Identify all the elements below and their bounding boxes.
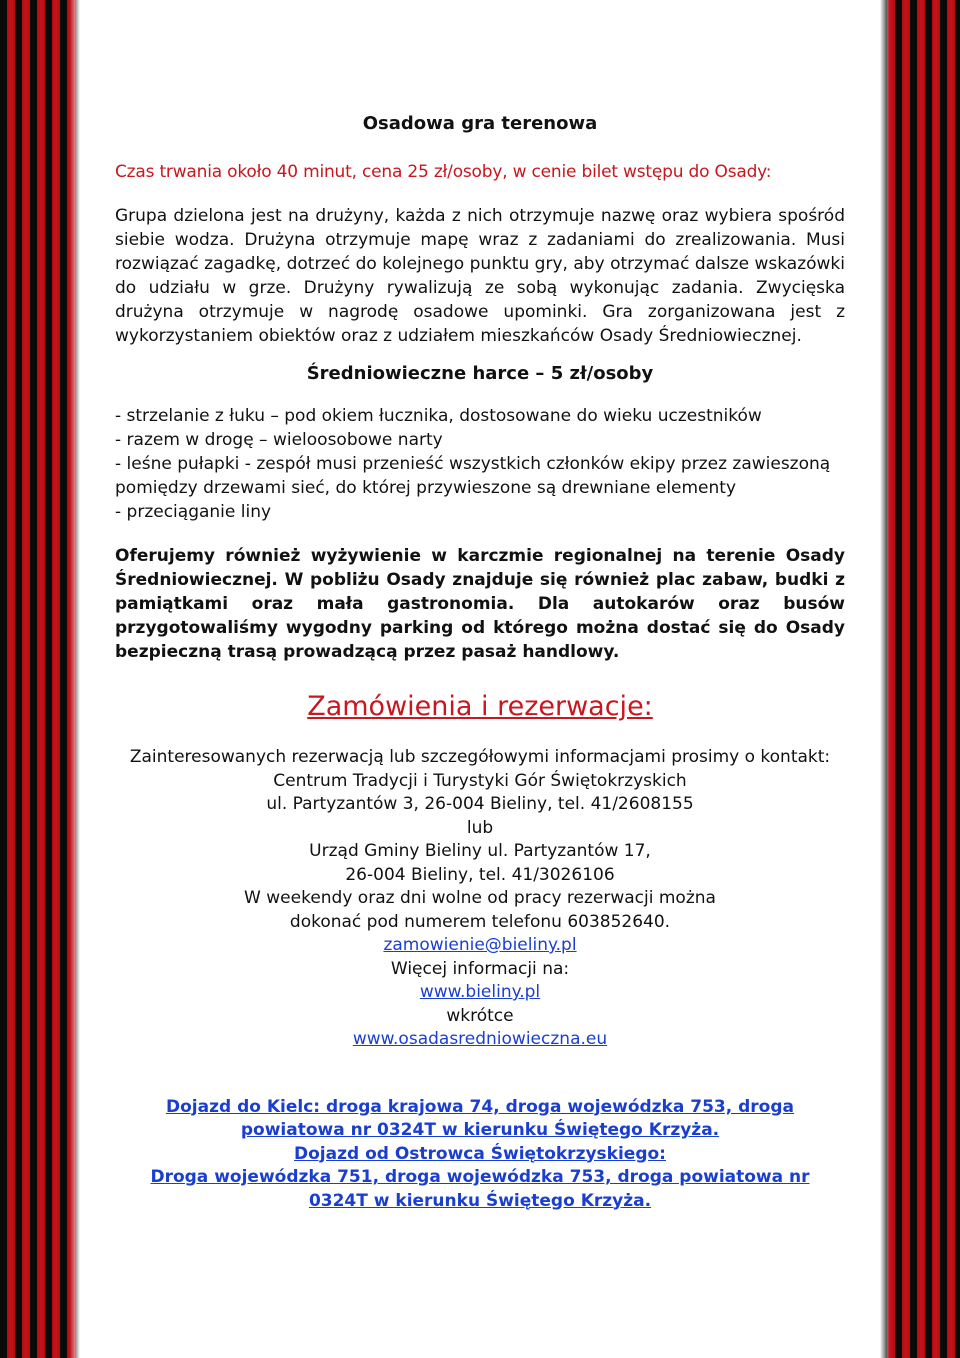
directions-ostrowiec-line1[interactable]: Droga wojewódzka 751, droga wojewódzka 753, droga powiatowa nr bbox=[150, 1167, 810, 1187]
org2-address: 26-004 Bieliny, tel. 41/3026106 bbox=[345, 864, 615, 885]
offer-paragraph: Oferujemy również wyżywienie w karczmie regionalnej na terenie Osady Średniowiecznej. W pobliżu Osady znajduje się również plac zabaw, budki z pamiątkami oraz mała gastronomia. Dla autokarów oraz busów przygotowaliśmy wygodny parking od którego można dostać się do Osady bezpieczną trasą prowadzącą przez pasaż handlowy. bbox=[115, 546, 845, 662]
harce-item: - przeciąganie liny bbox=[115, 502, 272, 522]
harce-item: - razem w drogę – wieloosobowe narty bbox=[115, 430, 443, 450]
contact-intro: Zainteresowanych rezerwacją lub szczegółowymi informacjami prosimy o kontakt: bbox=[129, 747, 831, 767]
duration-price-line: Czas trwania około 40 minut, cena 25 zł/osoby, w cenie bilet wstępu do Osady: bbox=[115, 162, 772, 182]
org2-name: Urząd Gminy Bieliny ul. Partyzantów 17, bbox=[309, 841, 651, 861]
email-link[interactable]: zamowienie@bieliny.pl bbox=[383, 935, 577, 955]
harce-item: - strzelanie z łuku – pod okiem łucznika, dostosowane do wieku uczestników bbox=[115, 406, 762, 426]
org1-name: Centrum Tradycji i Turystyki Gór Świętokrzyskich bbox=[273, 770, 687, 791]
org1-address: ul. Partyzantów 3, 26-004 Bieliny, tel. 41/2608155 bbox=[266, 794, 694, 814]
harce-title: Średniowieczne harce – 5 zł/osoby bbox=[306, 363, 654, 384]
decorative-border-left bbox=[0, 0, 80, 1358]
decorative-border-right bbox=[880, 0, 960, 1358]
document-body bbox=[115, 112, 845, 1213]
weekend-info-line1: W weekendy oraz dni wolne od pracy rezerwacji można bbox=[244, 888, 716, 908]
harce-item: - leśne pułapki - zespół musi przenieść wszystkich członków ekipy przez zawieszoną pomiędzy drzewami sieć, do której przywieszone są drewniane elementy bbox=[115, 454, 831, 498]
or-text: lub bbox=[466, 817, 494, 838]
harce-list bbox=[115, 404, 845, 524]
directions-kielce-line1[interactable]: Dojazd do Kielc: droga krajowa 74, droga wojewódzka 753, droga bbox=[166, 1096, 794, 1117]
reservations-heading: Zamówienia i rezerwacje: bbox=[307, 691, 653, 722]
website2-link[interactable]: www.osadasredniowieczna.eu bbox=[352, 1029, 608, 1049]
weekend-info-line2: dokonać pod numerem telefonu 603852640. bbox=[289, 911, 671, 932]
directions-block bbox=[115, 1096, 845, 1214]
page-title: Osadowa gra terenowa bbox=[362, 113, 598, 134]
directions-ostrowiec-line2[interactable]: 0324T w kierunku Świętego Krzyża. bbox=[308, 1190, 652, 1211]
game-description: Grupa dzielona jest na drużyny, każda z nich otrzymuje nazwę oraz wybiera spośród siebie wodza. Drużyna otrzymuje mapę wraz z zadaniami do zrealizowania. Musi rozwiązać zagadkę, dotrzeć do kolejnego punktu gry, aby otrzymać dalsze wskazówki do udziału w grze. Drużyny rywalizują ze sobą wykonując zadania. Zwycięska drużyna otrzymuje w nagrodę osadowe upominki. Gra zorganizowana jest z wykorzystaniem obiektów oraz z udziałem mieszkańców Osady Średniowiecznej. bbox=[115, 206, 845, 346]
contact-block bbox=[115, 746, 845, 1052]
soon-label: wkrótce bbox=[446, 1005, 514, 1026]
website-link[interactable]: www.bieliny.pl bbox=[419, 982, 541, 1002]
directions-kielce-line2[interactable]: powiatowa nr 0324T w kierunku Świętego Krzyża. bbox=[240, 1120, 720, 1140]
directions-ostrowiec-title[interactable]: Dojazd od Ostrowca Świętokrzyskiego: bbox=[294, 1143, 666, 1164]
more-info-label: Więcej informacji na: bbox=[390, 958, 570, 979]
